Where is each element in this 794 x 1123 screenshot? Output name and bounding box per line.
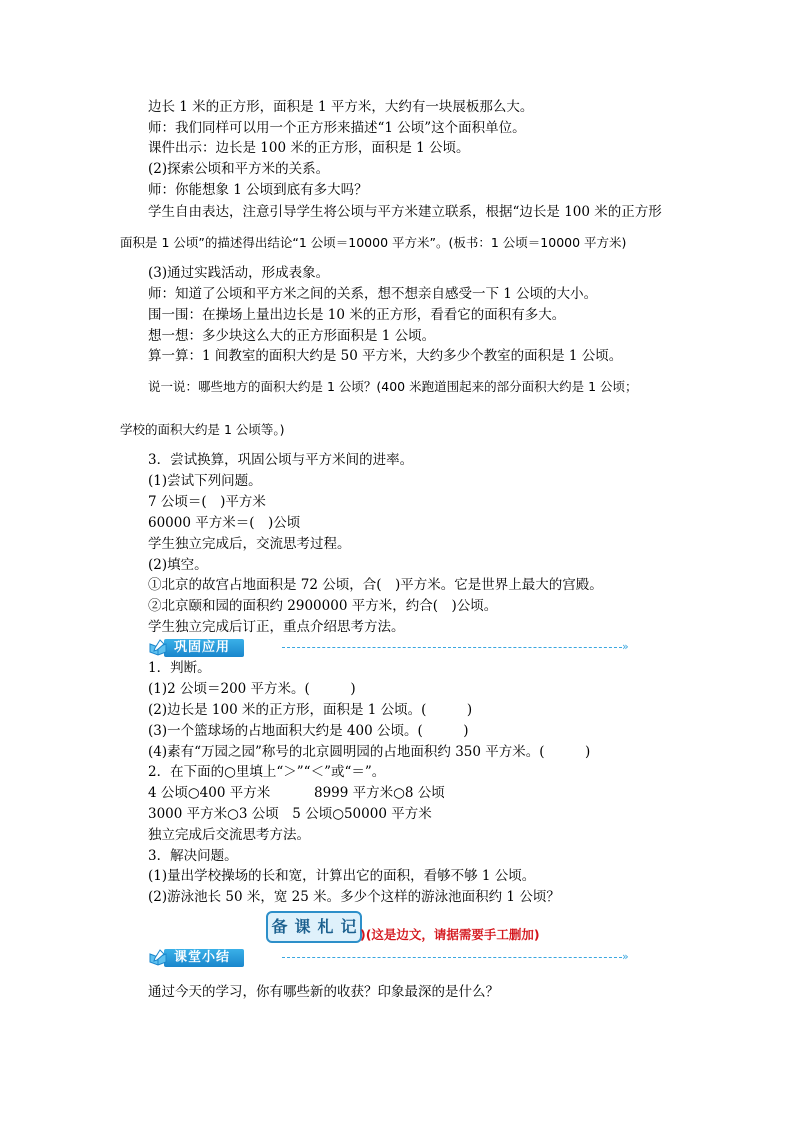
double-chevron-right-icon: » xyxy=(622,950,629,963)
text-line: (3)通过实践活动，形成表象。 xyxy=(148,265,330,281)
text-line: 面积是 1 公顷”的描述得出结论“1 公顷＝10000 平方米”。(板书：1 公顷＝10000 平方米) xyxy=(120,235,627,250)
text-line: 师：我们同样可以用一个正方形来描述“1 公顷”这个面积单位。 xyxy=(148,120,526,136)
text-line: 师：知道了公顷和平方米之间的关系，想不想亲自感受一下 1 公顷的大小。 xyxy=(148,286,598,302)
text-line: (2)边长是 100 米的正方形，面积是 1 公顷。( ) xyxy=(148,702,473,718)
text-line: 独立完成后交流思考方法。 xyxy=(148,827,310,843)
text-line: ②北京颐和园的面积约 2900000 平方米，约合( )公顷。 xyxy=(148,598,498,614)
lesson-notes-badge xyxy=(266,911,362,943)
text-line: 课件出示：边长是 100 米的正方形，面积是 1 公顷。 xyxy=(148,140,470,156)
text-line: 想一想：多少块这么大的正方形面积是 1 公顷。 xyxy=(148,328,436,344)
section-divider xyxy=(282,647,622,648)
section-header-consolidate xyxy=(148,638,244,658)
text-line: (2)填空。 xyxy=(148,557,208,573)
text-line: 8999 平方米○8 公顷 xyxy=(314,785,445,801)
section-title: 课堂小结 xyxy=(164,949,244,967)
text-line: 学生独立完成后，交流思考过程。 xyxy=(148,536,351,552)
text-line: 60000 平方米＝( )公顷 xyxy=(148,515,301,531)
text-line: 3．解决问题。 xyxy=(148,848,238,864)
text-line: 4 公顷○400 平方米 xyxy=(148,785,271,801)
text-line: ①北京的故宫占地面积是 72 公顷，合( )平方米。它是世界上最大的宫殿。 xyxy=(148,577,603,593)
text-line: 学生独立完成后订正，重点介绍思考方法。 xyxy=(148,619,405,635)
text-line: (3)一个篮球场的占地面积大约是 400 公顷。( ) xyxy=(148,723,469,739)
editor-remark: )(这是边文，请据需要手工删加) xyxy=(360,927,540,942)
text-line: (2)探索公顷和平方米的关系。 xyxy=(148,161,330,177)
text-line: 通过今天的学习，你有哪些新的收获？印象最深的是什么？ xyxy=(148,984,499,1000)
section-divider xyxy=(282,957,622,958)
text-line: 算一算：1 间教室的面积大约是 50 平方米，大约多少个教室的面积是 1 公顷。 xyxy=(148,348,623,364)
text-line: (1)量出学校操场的长和宽，计算出它的面积，看够不够 1 公顷。 xyxy=(148,868,536,884)
text-line: 1．判断。 xyxy=(148,660,211,676)
double-chevron-right-icon: » xyxy=(622,640,629,653)
book-pen-icon xyxy=(148,638,168,658)
section-header-summary xyxy=(148,948,244,968)
notes-char: 札 xyxy=(317,917,334,936)
notes-char: 备 xyxy=(271,917,288,936)
text-line: 3．尝试换算，巩固公顷与平方米间的进率。 xyxy=(148,452,414,468)
text-line: 7 公顷＝( )平方米 xyxy=(148,494,266,510)
notes-char: 课 xyxy=(294,917,311,936)
text-line: 学校的面积大约是 1 公顷等。) xyxy=(120,422,285,437)
text-line: 师：你能想象 1 公顷到底有多大吗？ xyxy=(148,182,368,198)
section-title: 巩固应用 xyxy=(164,639,244,657)
notes-char: 记 xyxy=(340,917,357,936)
text-line: 学生自由表达，注意引导学生将公顷与平方米建立联系，根据“边长是 100 米的正方形 xyxy=(148,204,662,220)
text-line: (2)游泳池长 50 米，宽 25 米。多少个这样的游泳池面积约 1 公顷？ xyxy=(148,889,560,905)
text-line: 说一说：哪些地方的面积大约是 1 公顷？(400 米跑道围起来的部分面积大约是 1 公顷； xyxy=(148,379,638,394)
book-pen-icon xyxy=(148,948,168,968)
text-line: 围一围：在操场上量出边长是 10 米的正方形，看看它的面积有多大。 xyxy=(148,307,566,323)
text-line: 2．在下面的○里填上“＞”“＜”或“＝”。 xyxy=(148,764,386,780)
text-line: 3000 平方米○3 公顷 5 公顷○50000 平方米 xyxy=(148,806,432,822)
text-line: (4)素有“万园之园”称号的北京圆明园的占地面积约 350 平方米。( ) xyxy=(148,744,591,760)
text-line: 边长 1 米的正方形，面积是 1 平方米，大约有一块展板那么大。 xyxy=(148,99,534,115)
text-line: (1)尝试下列问题。 xyxy=(148,473,262,489)
text-line: (1)2 公顷＝200 平方米。( ) xyxy=(148,681,356,697)
